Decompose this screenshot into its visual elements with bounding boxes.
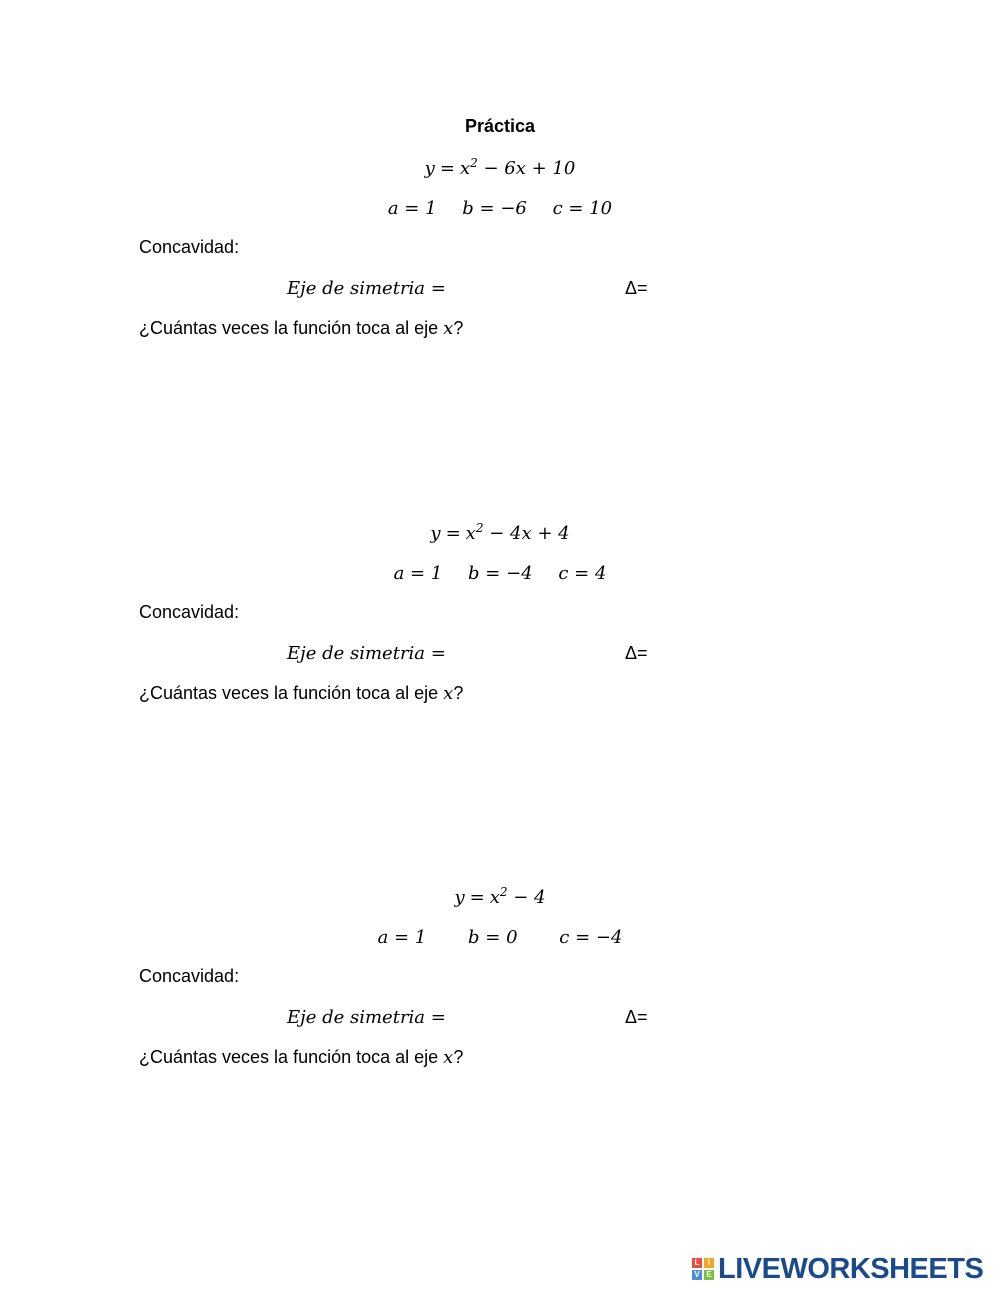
eje-simetria-label: Eje de simetria = (287, 643, 446, 664)
coefficient-a: a = 1 (377, 927, 427, 948)
exercise-1 (0, 150, 1000, 380)
logo-mark-letter: I (704, 1258, 714, 1268)
coefficient-a: a = 1 (393, 563, 443, 584)
question-mark: ? (453, 683, 464, 703)
equation-equals: = (439, 158, 455, 179)
question-variable: x (443, 318, 454, 339)
equation (0, 523, 1000, 544)
logo-text: LIVEWORKSHEETS (718, 1252, 984, 1285)
logo-mark-letter: L (692, 1258, 702, 1268)
equation-lhs: y (454, 887, 465, 908)
question-text: ¿Cuántas veces la función toca al eje (139, 1047, 444, 1067)
coefficient-b: b = 0 (468, 927, 518, 948)
question-variable: x (443, 1047, 454, 1068)
logo-mark-icon (692, 1258, 714, 1280)
coefficient-b: b = −4 (468, 563, 533, 584)
coefficient-c: c = −4 (559, 927, 623, 948)
question (139, 683, 463, 704)
eje-simetria-label: Eje de simetria = (287, 278, 446, 299)
equation-base: x (459, 158, 471, 179)
question (139, 318, 463, 339)
equation-rest: − 4 (513, 887, 546, 908)
coefficients (0, 198, 1000, 219)
question-mark: ? (453, 1047, 464, 1067)
coefficient-c: c = 10 (552, 198, 613, 219)
question-text: ¿Cuántas veces la función toca al eje (139, 318, 444, 338)
delta-label: Δ= (625, 278, 648, 298)
equation-lhs: y (424, 158, 435, 179)
equation-rest: − 4x + 4 (489, 523, 570, 544)
question-mark: ? (453, 318, 464, 338)
delta-label: Δ= (625, 1007, 648, 1027)
logo-mark-letter: E (704, 1270, 714, 1280)
coefficient-b: b = −6 (462, 198, 527, 219)
equation-exponent: 2 (470, 156, 478, 170)
question-variable: x (443, 683, 454, 704)
page-title: Práctica (464, 116, 536, 136)
equation-exponent: 2 (475, 521, 484, 535)
exercise-3 (0, 879, 1000, 1109)
concavidad-label: Concavidad: (139, 966, 240, 986)
question-text: ¿Cuántas veces la función toca al eje (139, 683, 444, 703)
coefficients (0, 927, 1000, 948)
coefficient-c: c = 4 (558, 563, 607, 584)
eje-simetria-label: Eje de simetria = (287, 1007, 446, 1028)
equation-rest: − 6x + 10 (483, 158, 576, 179)
concavidad-label: Concavidad: (139, 602, 240, 622)
exercise-2 (0, 515, 1000, 745)
equation-equals: = (445, 523, 461, 544)
equation-base: x (489, 887, 500, 908)
concavidad-label: Concavidad: (139, 237, 240, 257)
delta-label: Δ= (625, 643, 648, 663)
coefficients (0, 563, 1000, 584)
logo-mark-letter: V (692, 1270, 702, 1280)
coefficient-a: a = 1 (387, 198, 437, 219)
equation (0, 887, 1000, 908)
liveworksheets-logo (692, 1253, 983, 1285)
equation (0, 158, 1000, 179)
equation-lhs: y (430, 523, 441, 544)
equation-equals: = (469, 887, 485, 908)
equation-exponent: 2 (499, 885, 508, 899)
equation-base: x (465, 523, 476, 544)
question (139, 1047, 463, 1068)
